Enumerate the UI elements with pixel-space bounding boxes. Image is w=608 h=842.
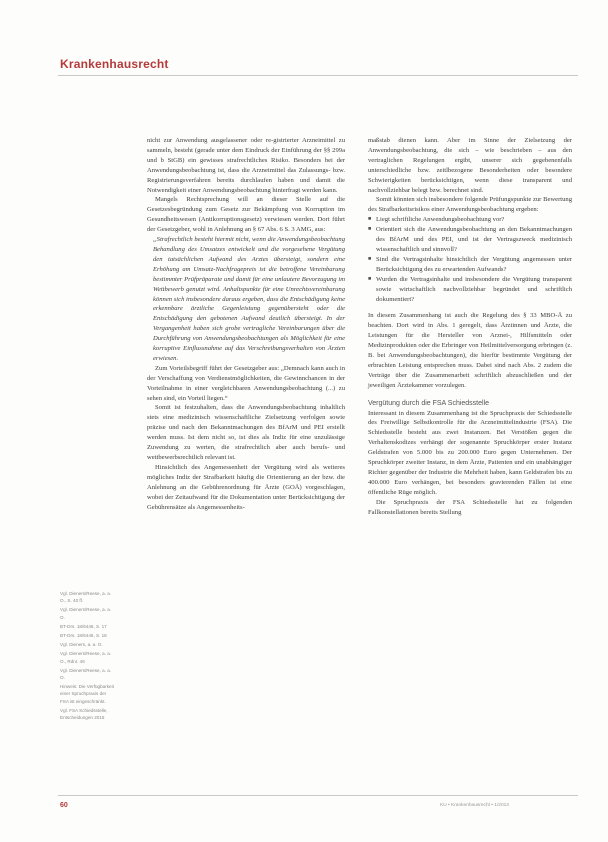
right-paragraph-4: Interessant in diesem Zusammenhang ist die Spruchpraxis der Schiedsstelle des Freiwillige Selbstkontrolle für die Arzneimittelindustrie (FSA). Die Schiedsstelle besteht aus zwei Instanzen. Bei Verstößen gegen die Verhaltenskodizes verhängt der sogenannte Spruchkörper erster Instanz Geldstrafen von 5.000 bis zu 200.000 Euro gegen Unternehmen. Der Spruchkörper zweiter Instanz, in dem Ärzte, Patienten und ein unabhängiger Richter gegenüber der Industrie die Mehrheit haben, kann Geldstrafen bis zu 400.000 Euro verhängen, bei besonders gravierenden Fällen ist eine öffentliche Rüge möglich. [368, 409, 572, 496]
footnote: Vgl. FSA Schiedsstelle, Entscheidungen 2015 [60, 707, 108, 721]
footnote: Hinweis: Die Verfügbarkeit einer Spruchpraxis der FSA ist eingeschränkt. [60, 684, 114, 704]
page-number: 60 [60, 802, 68, 809]
footnote: BT-Drs. 18/6446, S. 17 [60, 623, 107, 629]
left-paragraph-3: Zum Vorteilsbegriff führt der Gesetzgeber aus: „Demnach kann auch in der Verschaffung von Verdienstmöglichkeiten, die Gewinnchancen in der Vorteilnahme in einer vergleichbaren Anwendungsbeobachtung (...) zu sehen sind, ein Vorteil liegen.“ [147, 364, 345, 402]
right-column [368, 136, 572, 518]
footnote: Vgl. Dieners/Reese, a. a. O. [60, 667, 112, 681]
left-paragraph-1: nicht zur Anwendung ausgelassener oder re-gistrierter Arzneimittel zu sammeln, besteht (gerade unter dem Eindruck der Einführung der §§ 299a und b StGB) ein gewisses strafrechtliches Risiko. Besonders bei der Anwendungsbeobachtung ist, dass die Arzneimittel das Zulassungs- bzw. Registrierungsverfahren bereits durchlaufen haben und damit die Notwendigkeit einer Anwendungsbeobachtung hinterfragt werden kann. [147, 137, 345, 194]
left-column [147, 136, 345, 512]
footnote: Vgl. Dieners, a. a. O. [60, 642, 103, 648]
list-item: ■ Sind die Vertragsinhalte hinsichtlich der Vergütung angemessen unter Berücksichtigung des zu erwartenden Aufwands? [368, 255, 572, 275]
left-paragraph-5: Hinsichtlich des Angemessenheit der Vergütung wird als weiteres mögliches Indiz der Strafbarkeit häufig die Orientierung an der bzw. die Anlehnung an die Gebührenordnung für Ärzte (GOÄ) vorgeschlagen, wobei der Zeitaufwand für die Dokumentation unter Berücksichtigung der Gebührensätze als Angemessenheits- [147, 463, 345, 511]
right-paragraph-2: Somit könnten sich insbesondere folgende Prüfungspunkte zur Bewertung des Strafbarkeitsrisikos einer Anwendungsbeobachtung ergeben: [368, 196, 572, 214]
right-paragraph-3: In diesem Zusammenhang ist auch die Regelung des § 33 MBO-Ä zu beachten. Dort wird in Abs. 1 geregelt, dass Ärztinnen und Ärzte, die Leistungen für die Hersteller von Arznei-, Hilfsmitteln oder Medizinprodukten oder die Erbringer von Heilmittelversorgung erbringen (z. B. bei Anwendungsbeobachtungen), die hierfür bestimmte Vergütung der erbrachten Leistung entsprechen muss. Dabei sind nach Abs. 2 zudem die Verträge über die Zusammenarbeit schriftlich abzuschließen und der jeweiligen Ärztekammer vorzulegen. [368, 312, 572, 389]
list-item: ■ Wurden die Vertragsinhalte und insbesondere die Vergütung transparent sowie wirtschaftlich nachvollziehbar begründet und schriftlich dokumentiert? [368, 275, 572, 305]
criteria-list [368, 215, 572, 304]
list-item: ■ Liegt schriftliche Anwendungsbeobachtung vor? [368, 215, 572, 225]
footnote: BT-Drs. 18/6446, S. 18 [60, 633, 107, 639]
footnotes [60, 590, 116, 723]
left-quote: „Strafrechtlich besteht hiermit nicht, wenn die Anwendungsbeobachtung Behandlung des Umsatzes entwickelt und die vorgesehene Vergütung den tatsächlichen Aufwand des Arztes übersteigt, sondern eine Erhöhung am Umsatz-Nachfragepreis ist die betroffene Vereinbarung bestimmter Prüfpräparate und damit für eine unlautere Bevorzugung im Wettbewerb genutzt wird. Anhaltspunkte für eine Unrechtsvereinbarung können sich insbesondere daraus ergeben, dass die Entschädigung keine erkennbare ärztliche Gegenleistung gegenübersteht oder die Entschädigung den gebotenen Aufwand deutlich übersteigt. In der Vergangenheit haben sich grobe vertragliche Vereinbarungen über die Durchführung von Anwendungsbeobachtungen als Möglichkeit für eine korruptive Einflussnahme auf das Verschreibungsverhalten von Ärzten erwiesen. [153, 236, 345, 362]
footnote: Vgl. Dieners/Reese, a. a. O. [60, 607, 112, 620]
footnote: Vgl. Dieners/Reese, a. a. O., Rdnr. 46 [60, 651, 112, 664]
section-title: Krankenhausrecht [60, 57, 169, 71]
subheading: Vergütung durch die FSA Schiedsstelle [368, 399, 490, 407]
right-paragraph-1: maßstab dienen kann. Aber im Sinne der Zielsetzung der Anwendungsbeobachtung, die sich – wie beschrieben – aus den vertraglichen Regelungen ergibt, unserer sich gegebenenfalls unterschiedliche bzw. zeitlbezogene Besonderheiten oder besondere Schwierigkeiten berücksichtigen, wenn diese transparent und nachvollziehbar belegt bzw. berechnet sind. [368, 137, 572, 194]
footer-text: KU • Krankenhausrecht • 1/2013 [440, 803, 509, 808]
list-item: ■ Orientiert sich die Anwendungsbeobachtung an den Bekanntmachungen des BfArM und des PEI, und ist der Vertragszweck medizinisch wissenschaftlich und sinnvoll? [368, 225, 572, 255]
left-paragraph-4: Somit ist festzuhalten, dass die Anwendungsbeobachtung inhaltlich stets eine medizinisch wissenschaftliche Zielsetzung verfolgen sowie präzise und nach den Bekanntmachungen des BfArM und PEI erstellt werden muss. Ist dem nicht so, ist dies als Indiz für eine unzulässige Zuwendung zu werten, die strafrechtlich aber auch berufs- und wettbewerbsrechtlich relevant ist. [147, 404, 345, 461]
footer-rule [58, 795, 578, 796]
footnote: Vgl. Dieners/Reese, a. a. O., S. 40 ff. [60, 591, 112, 604]
header-rule [58, 75, 578, 76]
left-paragraph-2: Mangels Rechtsprechung will an dieser Stelle auf die Gesetzesbegründung zum Gesetz zur Bekämpfung von Korruption im Gesundheitswesen (Antikorruptionsgesetz) verwiesen werden. Dort führt der Gesetzgeber, wohl in Anlehnung an § 67 Abs. 6 S. 3 AMG, aus: [147, 196, 345, 234]
right-paragraph-5: Die Spruchpraxis der FSA Schiedsstelle hat zu folgenden Fallkonstellationen bereits Stellung [368, 498, 572, 516]
